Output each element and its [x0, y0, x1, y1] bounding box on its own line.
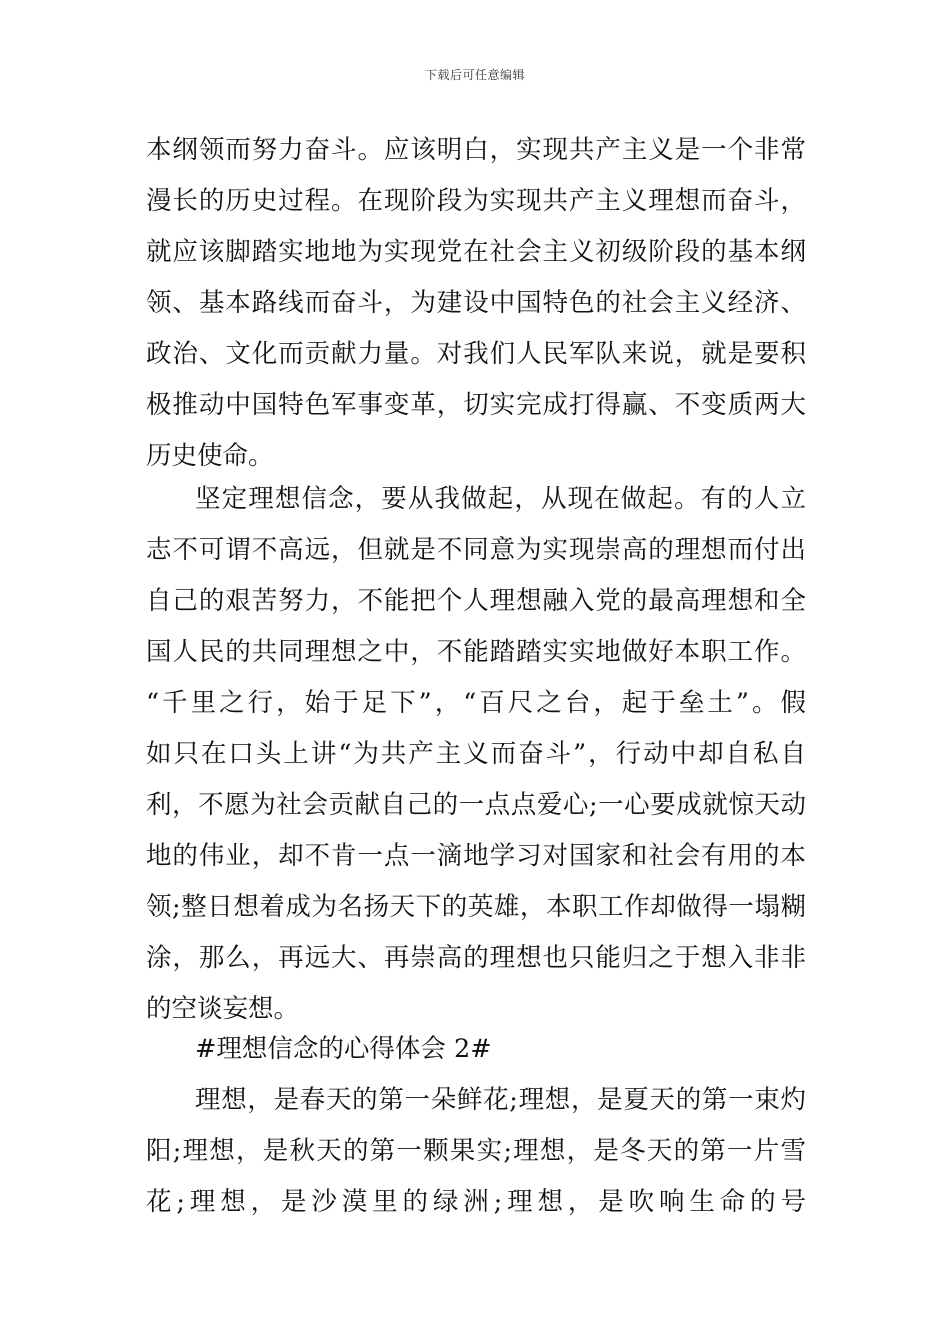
text-line: 坚定理想信念，要从我做起，从现在做起。有的人立	[195, 484, 806, 514]
page-header: 下载后可任意编辑	[424, 68, 525, 82]
text-line: 涂，那么，再远大、再崇高的理想也只能归之于想入非非	[146, 943, 806, 973]
text-line: 国人民的共同理想之中，不能踏踏实实地做好本职工作。	[146, 637, 806, 667]
section-heading-text: #理想信念的心得体会 2#	[195, 1034, 492, 1064]
text-line: 领;整日想着成为名扬天下的英雄，本职工作却做得一塌糊	[146, 892, 806, 922]
text-line: 领、基本路线而奋斗，为建设中国特色的社会主义经济、	[146, 288, 806, 318]
text-line: 历史使命。	[146, 441, 274, 471]
text-line: “千里之行，始于足下”，“百尺之台，起于垒土”。假	[146, 688, 806, 718]
section-heading	[146, 1024, 806, 1075]
text-line: 自己的艰苦努力，不能把个人理想融入党的最高理想和全	[146, 586, 806, 616]
text-line: 的空谈妄想。	[146, 994, 300, 1024]
text-line: 本纲领而努力奋斗。应该明白，实现共产主义是一个非常	[146, 135, 806, 165]
text-line: 漫长的历史过程。在现阶段为实现共产主义理想而奋斗，	[146, 186, 806, 216]
text-line: 志不可谓不高远，但就是不同意为实现崇高的理想而付出	[146, 535, 806, 565]
text-line: 利，不愿为社会贡献自己的一点点爱心;一心要成就惊天动	[146, 790, 806, 820]
text-line: 政治、文化而贡献力量。对我们人民军队来说，就是要积	[146, 339, 806, 369]
text-line: 地的伟业，却不肯一点一滴地学习对国家和社会有用的本	[146, 841, 806, 871]
text-line: 就应该脚踏实地地为实现党在社会主义初级阶段的基本纲	[146, 237, 806, 267]
paragraph-1	[146, 125, 806, 482]
text-line: 理想，是春天的第一朵鲜花;理想，是夏天的第一束灼	[195, 1085, 806, 1115]
text-line: 花;理想，是沙漠里的绿洲;理想，是吹响生命的号	[146, 1187, 806, 1217]
text-line: 阳;理想，是秋天的第一颗果实;理想，是冬天的第一片雪	[146, 1136, 806, 1166]
paragraph-2	[146, 474, 806, 1035]
paragraph-3	[146, 1075, 806, 1228]
text-line: 如只在口头上讲“为共产主义而奋斗”，行动中却自私自	[146, 739, 806, 769]
text-line: 极推动中国特色军事变革，切实完成打得赢、不变质两大	[146, 390, 806, 420]
